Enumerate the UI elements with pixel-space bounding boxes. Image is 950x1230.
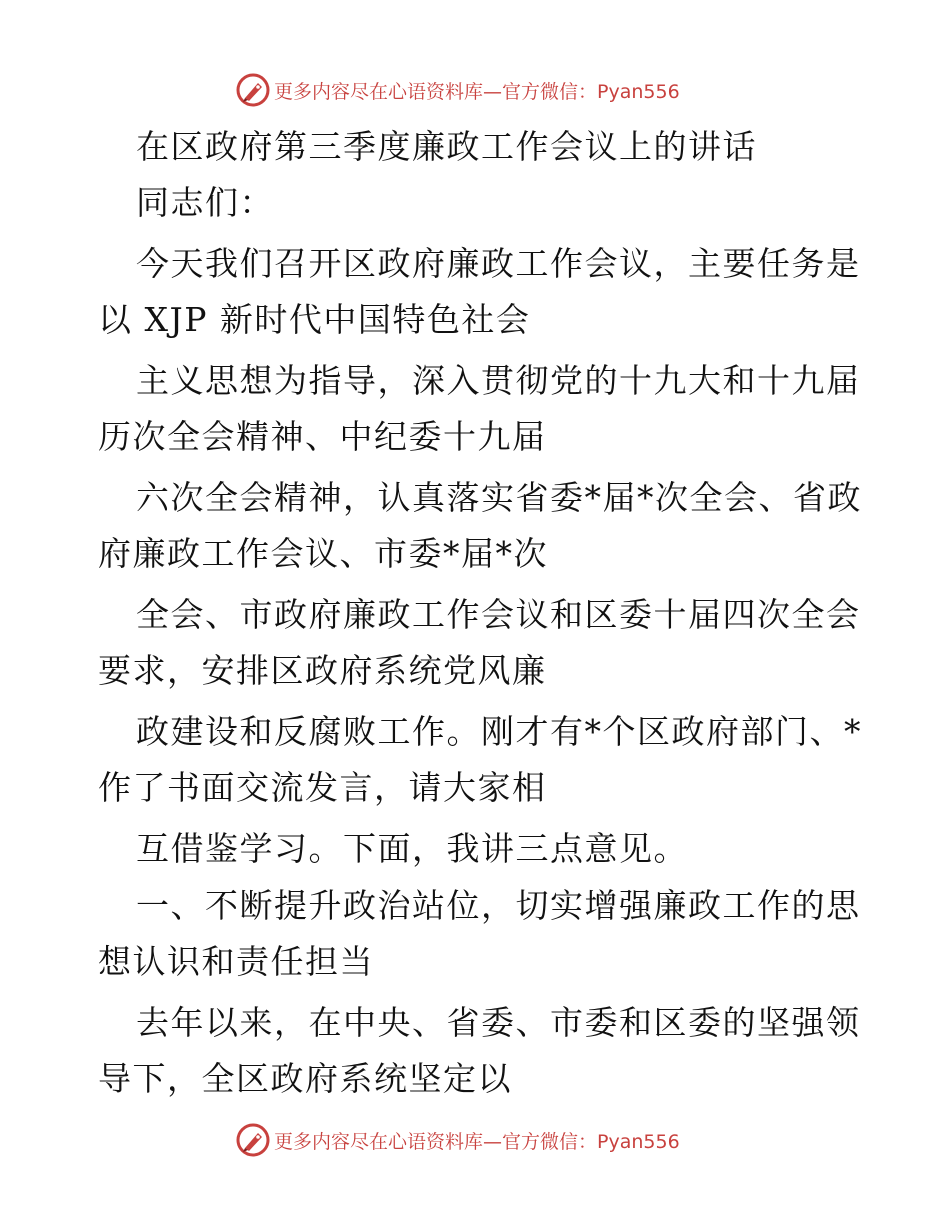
text-line: 同志们： (136, 183, 274, 222)
text-line: 以 XJP 新时代中国特色社会 (98, 300, 531, 339)
text-line: 作了书面交流发言，请大家相 (98, 768, 547, 807)
document-title: 在区政府第三季度廉政工作会议上的讲话 (136, 127, 757, 166)
pen-nib-logo-icon (236, 1123, 270, 1157)
text-line: 去年以来，在中央、省委、市委和区委的坚强领 (136, 1003, 861, 1042)
watermark-text: 更多内容尽在心语资料库—官方微信：Pyan556 (274, 80, 680, 103)
text-line: 今天我们召开区政府廉政工作会议，主要任务是 (136, 244, 861, 283)
text-line: 政建设和反腐败工作。刚才有*个区政府部门、* (136, 712, 862, 751)
header-watermark (236, 70, 680, 110)
section-heading-cont: 想认识和责任担当 (98, 942, 374, 981)
text-line: 历次全会精神、中纪委十九届 (98, 417, 547, 456)
pen-nib-logo-icon (236, 73, 270, 107)
text-line: 府廉政工作会议、市委*届*次 (98, 534, 548, 573)
text-line: 互借鉴学习。下面，我讲三点意见。 (136, 829, 688, 868)
text-line: 要求，安排区政府系统党风廉 (98, 651, 547, 690)
text-line: 主义思想为指导，深入贯彻党的十九大和十九届 (136, 361, 861, 400)
text-line: 导下，全区政府系统坚定以 (98, 1059, 512, 1098)
footer-watermark (236, 1120, 680, 1160)
text-line: 六次全会精神，认真落实省委*届*次全会、省政 (136, 478, 862, 517)
section-heading: 一、不断提升政治站位，切实增强廉政工作的思 (136, 886, 861, 925)
text-line: 全会、市政府廉政工作会议和区委十届四次全会 (136, 595, 861, 634)
watermark-text: 更多内容尽在心语资料库—官方微信：Pyan556 (274, 1130, 680, 1153)
